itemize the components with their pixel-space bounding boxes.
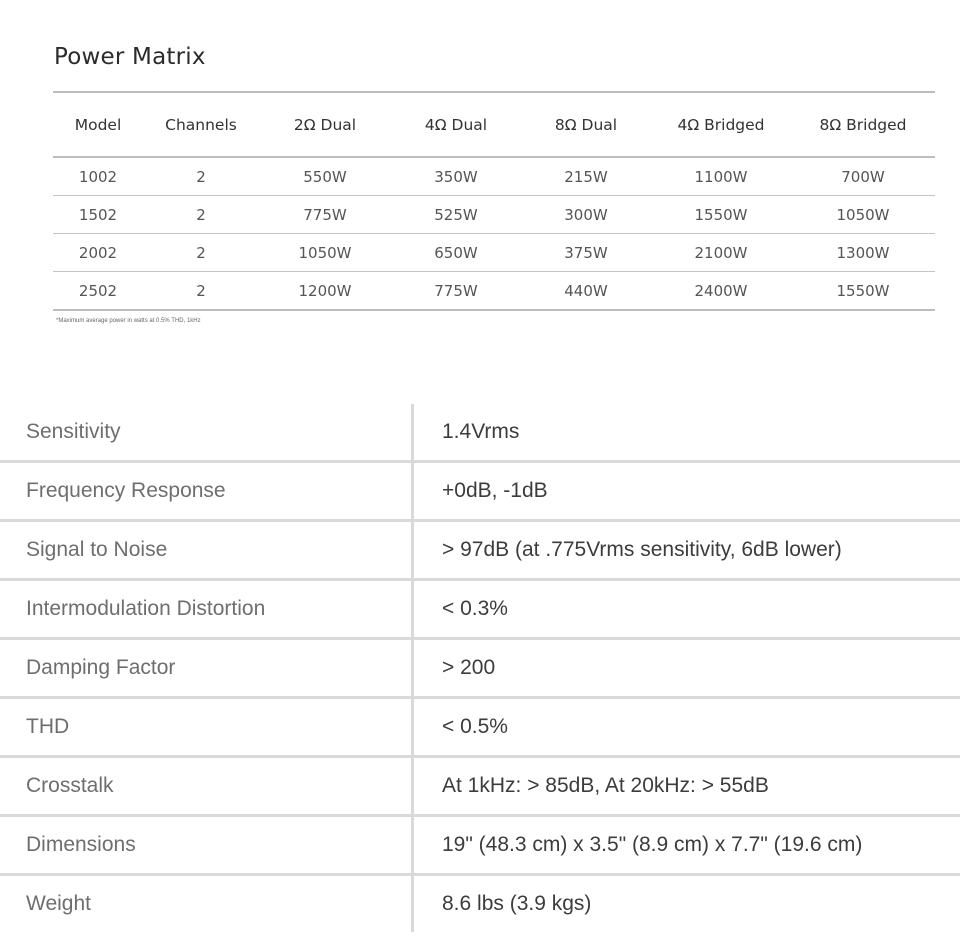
spec-label: Crosstalk — [0, 758, 414, 814]
spec-label: Intermodulation Distortion — [0, 581, 414, 637]
table-row — [53, 272, 935, 311]
table-cell: 1200W — [259, 272, 391, 311]
header-8ohm-bridged: 8Ω Bridged — [791, 92, 935, 157]
table-cell: 2 — [143, 196, 259, 234]
table-cell: 525W — [391, 196, 521, 234]
table-cell: 1502 — [53, 196, 143, 234]
power-matrix-footnote: *Maximum average power in watts at 0.5% THD, 1kHz — [56, 318, 201, 324]
table-cell: 2 — [143, 272, 259, 311]
power-matrix-title: Power Matrix — [54, 44, 206, 70]
table-cell: 2400W — [651, 272, 791, 311]
header-2ohm-dual: 2Ω Dual — [259, 92, 391, 157]
table-cell: 2 — [143, 234, 259, 272]
header-4ohm-bridged: 4Ω Bridged — [651, 92, 791, 157]
table-cell: 700W — [791, 157, 935, 196]
table-cell: 350W — [391, 157, 521, 196]
spec-value: 19" (48.3 cm) x 3.5" (8.9 cm) x 7.7" (19.6 cm) — [442, 833, 863, 856]
table-row — [53, 157, 935, 196]
spec-label: Damping Factor — [0, 640, 414, 696]
spec-row-dimensions — [0, 817, 960, 876]
spec-label: Dimensions — [0, 817, 414, 873]
spec-row-crosstalk — [0, 758, 960, 817]
table-cell: 1050W — [791, 196, 935, 234]
table-cell: 775W — [391, 272, 521, 311]
spec-label: Frequency Response — [0, 463, 414, 519]
spec-label: Sensitivity — [0, 404, 414, 460]
spec-row-intermodulation-distortion — [0, 581, 960, 640]
spec-value: 8.6 lbs (3.9 kgs) — [442, 892, 592, 915]
spec-value: < 0.5% — [442, 715, 508, 738]
table-cell: 1100W — [651, 157, 791, 196]
spec-label: Signal to Noise — [0, 522, 414, 578]
table-cell: 2002 — [53, 234, 143, 272]
table-cell: 215W — [521, 157, 651, 196]
table-cell: 1050W — [259, 234, 391, 272]
power-matrix-header-row — [53, 92, 935, 157]
spec-row-sensitivity — [0, 404, 960, 463]
spec-value: > 97dB (at .775Vrms sensitivity, 6dB lower) — [442, 538, 842, 561]
header-channels: Channels — [143, 92, 259, 157]
table-cell: 775W — [259, 196, 391, 234]
specifications-table — [0, 404, 960, 932]
table-cell: 550W — [259, 157, 391, 196]
spec-label: THD — [0, 699, 414, 755]
spec-value: +0dB, -1dB — [442, 479, 548, 502]
table-cell: 2 — [143, 157, 259, 196]
table-cell: 375W — [521, 234, 651, 272]
spec-label: Weight — [0, 876, 414, 932]
table-cell: 2502 — [53, 272, 143, 311]
table-row — [53, 196, 935, 234]
table-cell: 650W — [391, 234, 521, 272]
spec-value: At 1kHz: > 85dB, At 20kHz: > 55dB — [442, 774, 769, 797]
spec-value: 1.4Vrms — [442, 420, 520, 443]
power-matrix-table — [53, 91, 935, 311]
table-cell: 1550W — [651, 196, 791, 234]
spec-row-weight — [0, 876, 960, 932]
spec-row-damping-factor — [0, 640, 960, 699]
table-cell: 1002 — [53, 157, 143, 196]
table-cell: 300W — [521, 196, 651, 234]
table-cell: 1550W — [791, 272, 935, 311]
table-cell: 1300W — [791, 234, 935, 272]
header-8ohm-dual: 8Ω Dual — [521, 92, 651, 157]
table-cell: 2100W — [651, 234, 791, 272]
spec-row-thd — [0, 699, 960, 758]
table-row — [53, 234, 935, 272]
header-4ohm-dual: 4Ω Dual — [391, 92, 521, 157]
table-cell: 440W — [521, 272, 651, 311]
spec-row-signal-to-noise — [0, 522, 960, 581]
spec-row-frequency-response — [0, 463, 960, 522]
header-model: Model — [53, 92, 143, 157]
spec-value: > 200 — [442, 656, 496, 679]
spec-value: < 0.3% — [442, 597, 508, 620]
